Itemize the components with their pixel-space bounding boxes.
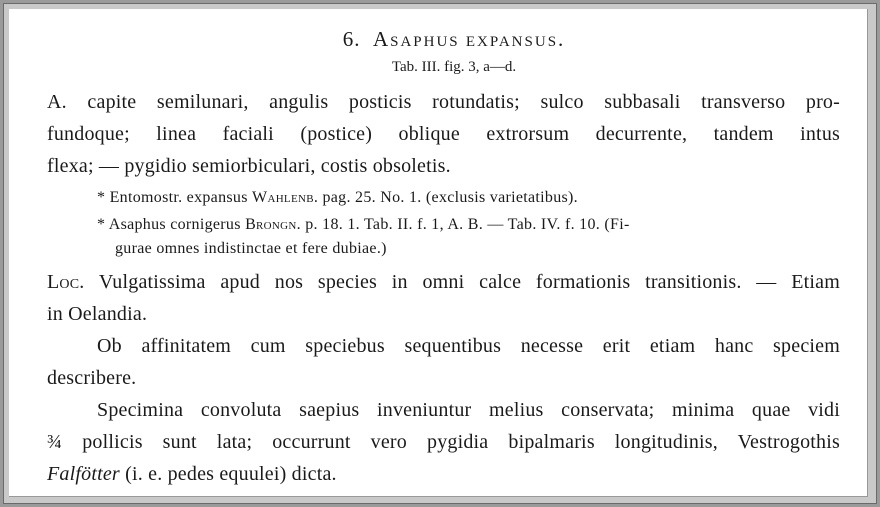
vernacular-name: Falfötter [47,463,120,485]
plate-reference: Tab. III. fig. 3, a—d. [391,59,517,75]
diagnosis-line-1: A. capite semilunari, angulis posticis rotundatis; sulco subbasali transverso pro- [47,91,840,113]
locality-text: Vulgatissima apud nos species in omni calce formationis transitionis. — Etiam [84,271,840,293]
paragraph-2-line-3-text: (i. e. pedes equulei) dicta. [119,463,337,485]
locality-line-2: in Oelandia. [47,303,148,325]
species-name: expansus. [465,27,566,51]
synonym-2-continuation: gurae omnes indistinctae et fere dubiae.) [115,240,387,257]
scan-frame [3,3,877,504]
synonym-1-text: * Entomostr. expansus [97,189,253,206]
paragraph-2-line-1: Specimina convoluta saepius inveniuntur melius conservata; minima quae vidi [97,399,840,421]
species-number: 6. [342,27,361,51]
genus-name: Asaphus [372,27,460,51]
synonym-2-author: Brongn. [245,216,301,233]
locality-label: Loc. [47,271,85,293]
synonym-1-ref: pag. 25. No. 1. (exclusis varietatibus). [318,189,578,206]
synonym-1 [97,189,578,207]
synonym-2-ref: p. 18. 1. Tab. II. f. 1, A. B. — Tab. IV. f. 10. (Fi- [300,216,630,233]
diagnosis-line-2: fundoque; linea faciali (postice) oblique extrorsum decurrente, tandem intus [47,123,840,145]
document-page [9,9,868,497]
paragraph-1-line-2: describere. [47,367,137,389]
locality-line-1 [47,271,840,294]
paragraph-2-line-3 [47,463,337,486]
paragraph-1-line-1: Ob affinitatem cum speciebus sequentibus necesse erit etiam hanc speciem [97,335,840,357]
species-heading [299,27,609,52]
diagnosis-line-3: flexa; — pygidio semiorbiculari, costis obsoletis. [47,155,451,177]
paragraph-2-line-2: ¾ pollicis sunt lata; occurrunt vero pygidia bipalmaris longitudinis, Vestrogothis [47,431,840,453]
synonym-1-author: Wahlenb. [252,189,319,206]
synonym-2 [97,216,630,234]
synonym-2-text: * Asaphus cornigerus [97,216,246,233]
